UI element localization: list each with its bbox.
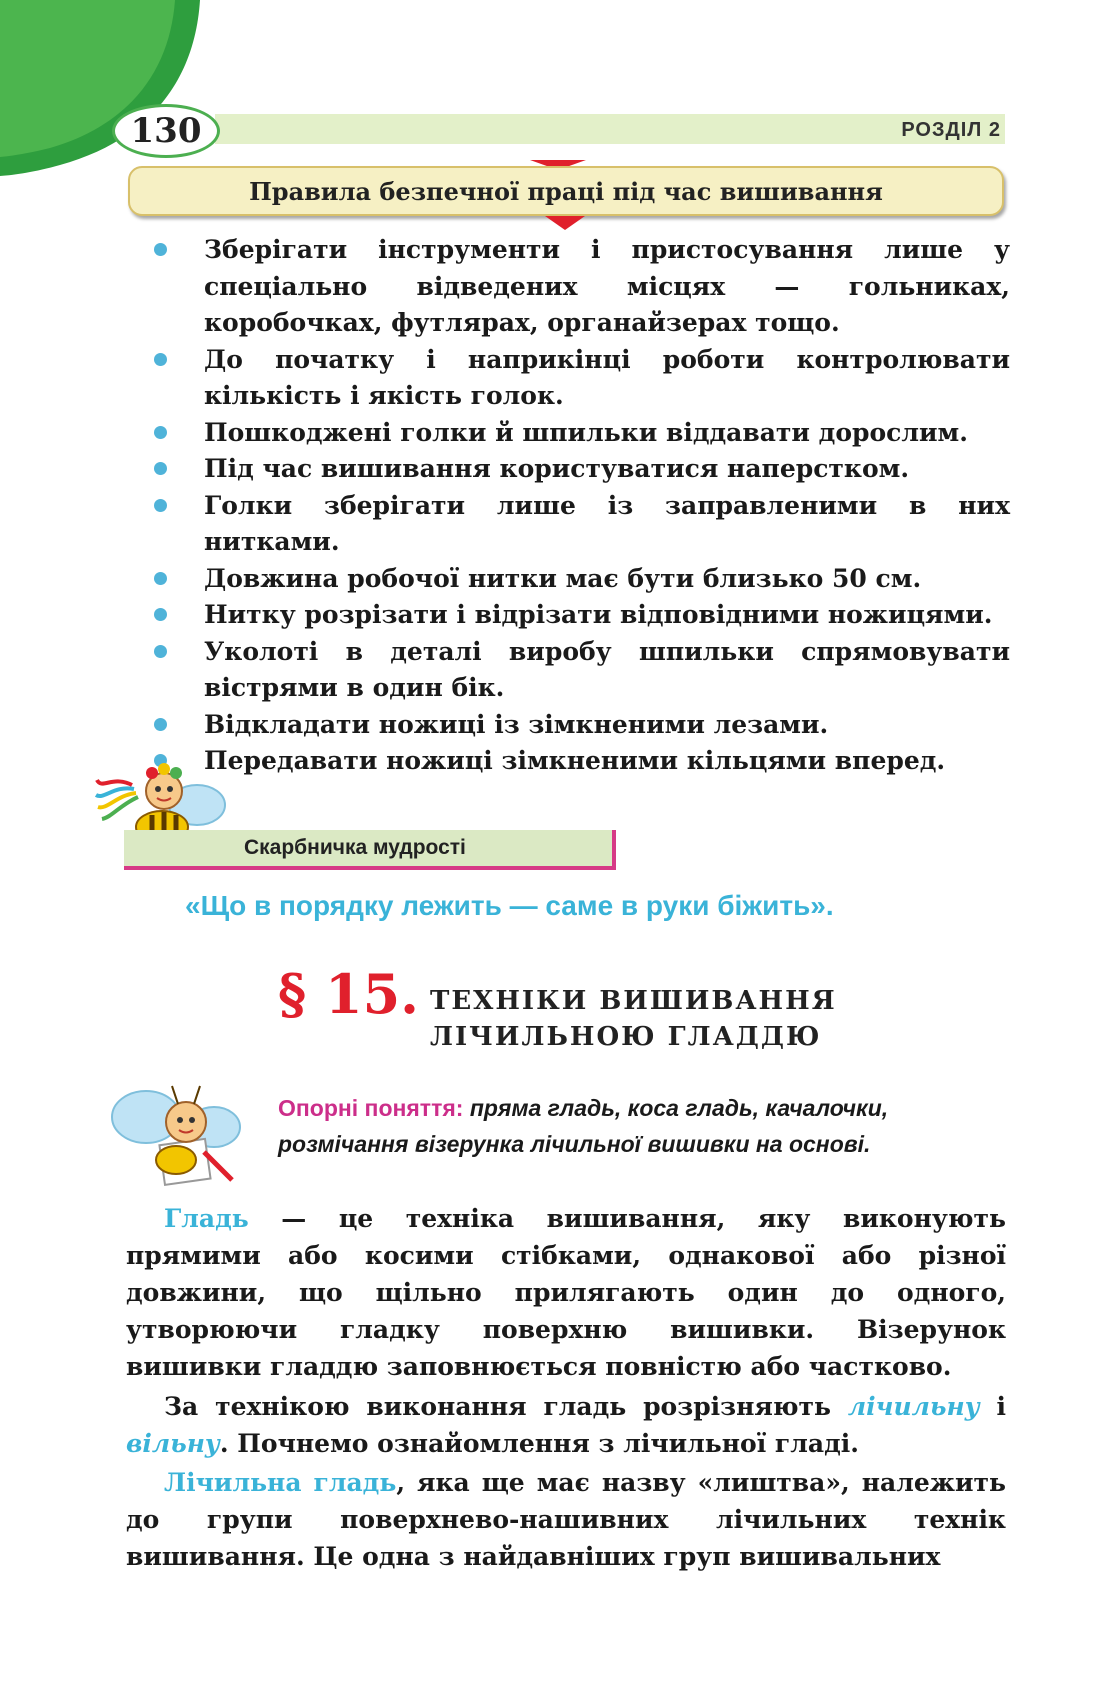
list-item [150, 597, 1010, 634]
rule-text: Пошкоджені голки й шпильки віддавати дорослим. [204, 417, 968, 447]
term-lichylna-glad: Лічильна гладь [164, 1468, 397, 1497]
list-item [150, 743, 1010, 780]
list-item [150, 451, 1010, 488]
bullet-icon [154, 718, 167, 731]
rule-text: Під час вишивання користуватися наперстком. [204, 454, 910, 483]
body-paragraph-2 [126, 1388, 1006, 1462]
paragraph-text: — це техніка вишивання, яку виконують прямими або косими стібками, однакової або різної довжини, що щільно прилягають один до одного, утворюючи гладку поверхню вишивки. Візерунок вишивки гладдю заповнюється повністю або частково. [126, 1204, 1006, 1381]
paragraph-text: За технікою виконання гладь розрізняють [164, 1392, 848, 1421]
rules-title: Правила безпечної праці під час вишивання [249, 176, 883, 206]
list-item [150, 415, 1010, 452]
rule-text: Відкладати ножиці із зімкненими лезами. [204, 709, 829, 739]
wisdom-label: Скарбничка мудрості [244, 836, 466, 859]
bullet-icon [154, 572, 167, 585]
key-concepts [278, 1090, 1008, 1162]
rule-text: Нитку розрізати і відрізати відповідними ножицями. [204, 600, 993, 629]
rule-text: Зберігати інструменти і пристосування лише у спеціально відведених місцях — гольниках, коробочках, футлярах, органайзерах тощо. [204, 235, 1010, 337]
paragraph-text: , яка ще має назву «лиштва», належить до групи поверхнево-нашивних лічильних технік вишивання. Це одна з найдавніших груп вишивальних [126, 1468, 1006, 1571]
paragraph-text: і [979, 1392, 1007, 1421]
title-marker-bottom [545, 216, 585, 230]
bullet-icon [154, 243, 167, 256]
rule-text: До початку і наприкінці роботи контролювати кількість і якість голок. [204, 344, 1010, 410]
term-lichylna: лічильну [847, 1392, 980, 1421]
paragraph-title-line1: ТЕХНІКИ ВИШИВАННЯ [430, 986, 837, 1016]
section-label: РОЗДІЛ 2 [901, 119, 1001, 141]
page-number-badge [112, 104, 220, 158]
rules-title-box [128, 166, 1004, 216]
term-glad: Гладь [164, 1204, 249, 1233]
list-item [150, 707, 1010, 744]
wisdom-quote: «Що в порядку лежить — саме в руки біжить». [185, 890, 834, 921]
page-number: 130 [130, 111, 202, 151]
body-paragraph-1 [126, 1200, 1006, 1385]
list-item [150, 634, 1010, 707]
list-item [150, 342, 1010, 415]
list-item [150, 232, 1010, 342]
paragraph-text: . Почнемо ознайомлення з лічильної гладі. [219, 1429, 859, 1458]
rule-text: Голки зберігати лише із заправленими в них нитками. [204, 490, 1010, 556]
rule-text: Довжина робочої нитки має бути близько 50 см. [204, 563, 922, 593]
paragraph-number: § 15. [278, 962, 419, 1026]
rule-text: Уколоті в деталі виробу шпильки спрямовувати вістрями в один бік. [204, 636, 1010, 702]
bullet-icon [154, 608, 167, 621]
bee-writing-illustration [104, 1072, 254, 1192]
bullet-icon [154, 462, 167, 475]
wisdom-label-bar [124, 830, 616, 870]
bullet-icon [154, 645, 167, 658]
body-paragraph-3 [126, 1464, 1006, 1575]
rule-text: Передавати ножиці зімкненими кільцями вперед. [204, 746, 946, 775]
bullet-icon [154, 499, 167, 512]
header-bar [215, 114, 1005, 144]
key-concepts-text: пряма гладь, коса гладь, качалочки, розмічання візерунка лічильної вишивки на основі. [278, 1095, 889, 1157]
key-concepts-label: Опорні поняття: [278, 1095, 464, 1121]
rules-list [150, 232, 1010, 780]
paragraph-title-line2: ЛІЧИЛЬНОЮ ГЛАДДЮ [430, 1022, 822, 1052]
bullet-icon [154, 353, 167, 366]
term-vilna: вільну [126, 1429, 220, 1458]
bullet-icon [154, 426, 167, 439]
list-item [150, 561, 1010, 598]
list-item [150, 488, 1010, 561]
corner-decoration [0, 0, 210, 190]
